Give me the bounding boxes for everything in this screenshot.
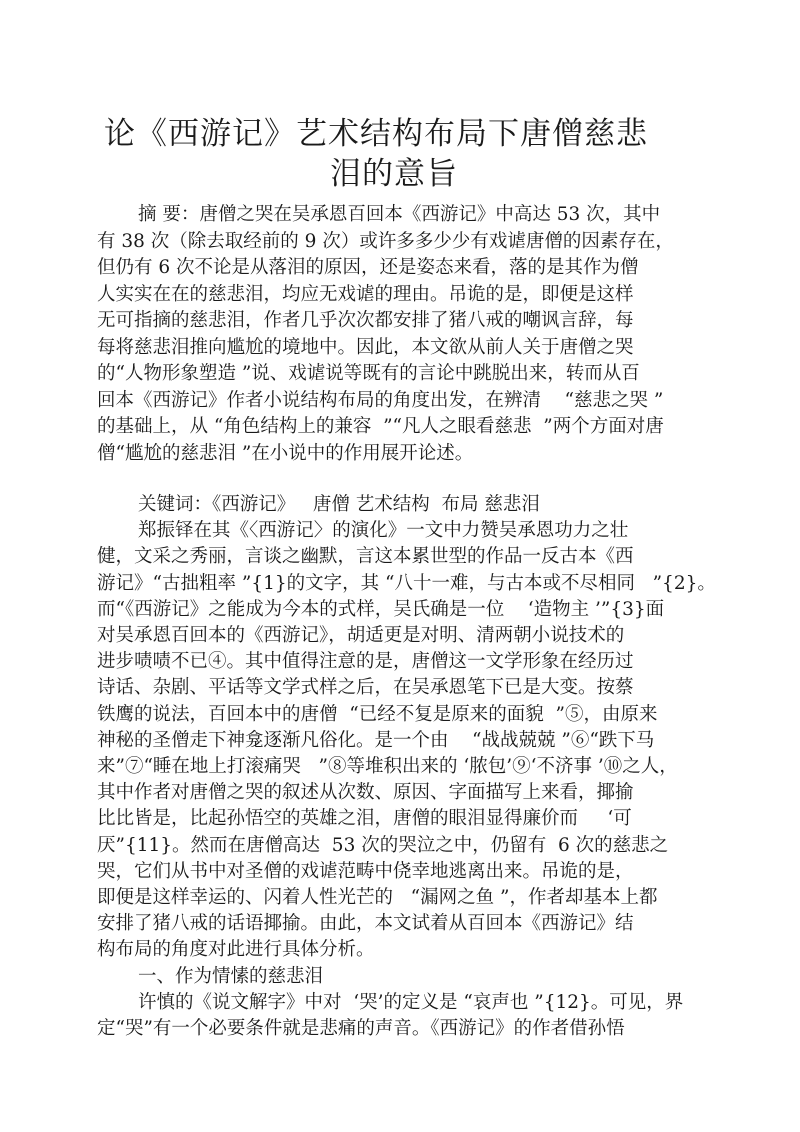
paragraph-line: 厌”{11}。然而在唐僧高达 53 次的哭泣之中，仍留有 6 次的慈悲之 <box>97 834 669 856</box>
paragraph-line: 神秘的圣僧走下神龛逐渐凡俗化。是一个由 “战战兢兢 ”⑥“跌下马 <box>97 729 655 751</box>
paragraph-line: 其中作者对唐僧之哭的叙述从次数、原因、字面描写上来看，揶揄 <box>97 782 634 804</box>
paragraph-line: 进步啧啧不已④。其中值得注意的是，唐僧这一文学形象在经历过 <box>97 651 634 673</box>
abstract-heading-line: 摘 要：唐僧之哭在吴承恩百回本《西游记》中高达 53 次，其中 <box>138 204 661 225</box>
paragraph-line: 铁鹰的说法，百回本中的唐僧 “已经不复是原来的面貌 ”⑤，由原来 <box>97 703 658 725</box>
abstract-line: 无可指摘的慈悲泪，作者几乎次次都安排了猪八戒的嘲讽言辞，每 <box>97 310 634 331</box>
page-title: 论《西游记》艺术结构布局下唐僧慈悲 <box>104 116 648 152</box>
page-title-continued: 泪的意旨 <box>330 156 458 192</box>
paragraph-line: 郑振铎在其《〈西游记〉的演化》一文中力赞吴承恩功力之壮 <box>138 520 629 542</box>
section-heading: 一、作为情愫的慈悲泪 <box>138 965 324 987</box>
abstract-line: 的“人物形象塑造 ”说、戏谑说等既有的言论中跳脱出来，转而从百 <box>97 363 640 384</box>
paragraph-line: 安排了猪八戒的话语揶揄。由此，本文试着从百回本《西游记》结 <box>97 913 634 935</box>
paragraph-line: 来”⑦“睡在地上打滚痛哭 ”⑧等堆积出来的 ‘脓包’⑨‘不济事 ’⑩之人， <box>97 756 678 777</box>
abstract-line: 但仍有 6 次不论是从落泪的原因，还是姿态来看，落的是其作为僧 <box>97 257 639 278</box>
paragraph-line: 而“《西游记》之能成为今本的式样，吴氏确是一位 ‘造物主 ’”{3}面 <box>97 598 665 620</box>
paragraph-line: 健，文采之秀丽，言谈之幽默，言这本累世型的作品一反古本《西 <box>97 546 634 568</box>
abstract-line: 每将慈悲泪推向尴尬的境地中。因此，本文欲从前人关于唐僧之哭 <box>97 336 634 358</box>
abstract-line: 回本《西游记》作者小说结构布局的角度出发，在辨清 “慈悲之哭 ” <box>97 389 664 411</box>
abstract-line: 人实实在在的慈悲泪，均应无戏谑的理由。吊诡的是，即便是这样 <box>97 283 634 305</box>
paragraph-line: 许慎的《说文解字》中对 ‘哭’的定义是 “哀声也 ”{12}。可见，界 <box>138 991 684 1013</box>
abstract-line: 僧“尴尬的慈悲泪 ”在小说中的作用展开论述。 <box>97 442 474 464</box>
paragraph-line: 即便是这样幸运的、闪着人性光芒的 “漏网之鱼 ”，作者却基本上都 <box>97 887 658 908</box>
abstract-line: 的基础上，从 “角色结构上的兼容 ”“凡人之眼看慈悲 ”两个方面对唐 <box>97 416 664 437</box>
paragraph-line: 游记》“古拙粗率 ”{1}的文字，其 “八十一难，与古本或不尽相同 ”{2}。 <box>97 572 716 594</box>
abstract-line: 有 38 次（除去取经前的 9 次）或许多多少少有戏谑唐僧的因素存在， <box>97 230 674 252</box>
paragraph-line: 比比皆是，比起孙悟空的英雄之泪，唐僧的眼泪显得廉价而 ‘可 <box>97 808 632 830</box>
paragraph-line: 对吴承恩百回本的《西游记》，胡适更是对明、清两朝小说技术的 <box>97 625 625 646</box>
paragraph-line: 哭，它们从书中对圣僧的戏谑范畴中侥幸地逃离出来。吊诡的是， <box>97 860 634 882</box>
keywords-line: 关键词：《西游记》 唐僧 艺术结构 布局 慈悲泪 <box>138 494 540 515</box>
paragraph-line: 定“哭”有一个必要条件就是悲痛的声音。《西游记》的作者借孙悟 <box>97 1018 625 1039</box>
paragraph-line: 诗话、杂剧、平话等文学式样之后，在吴承恩笔下已是大变。按蔡 <box>97 677 634 699</box>
paragraph-line: 构布局的角度对此进行具体分析。 <box>97 939 375 961</box>
